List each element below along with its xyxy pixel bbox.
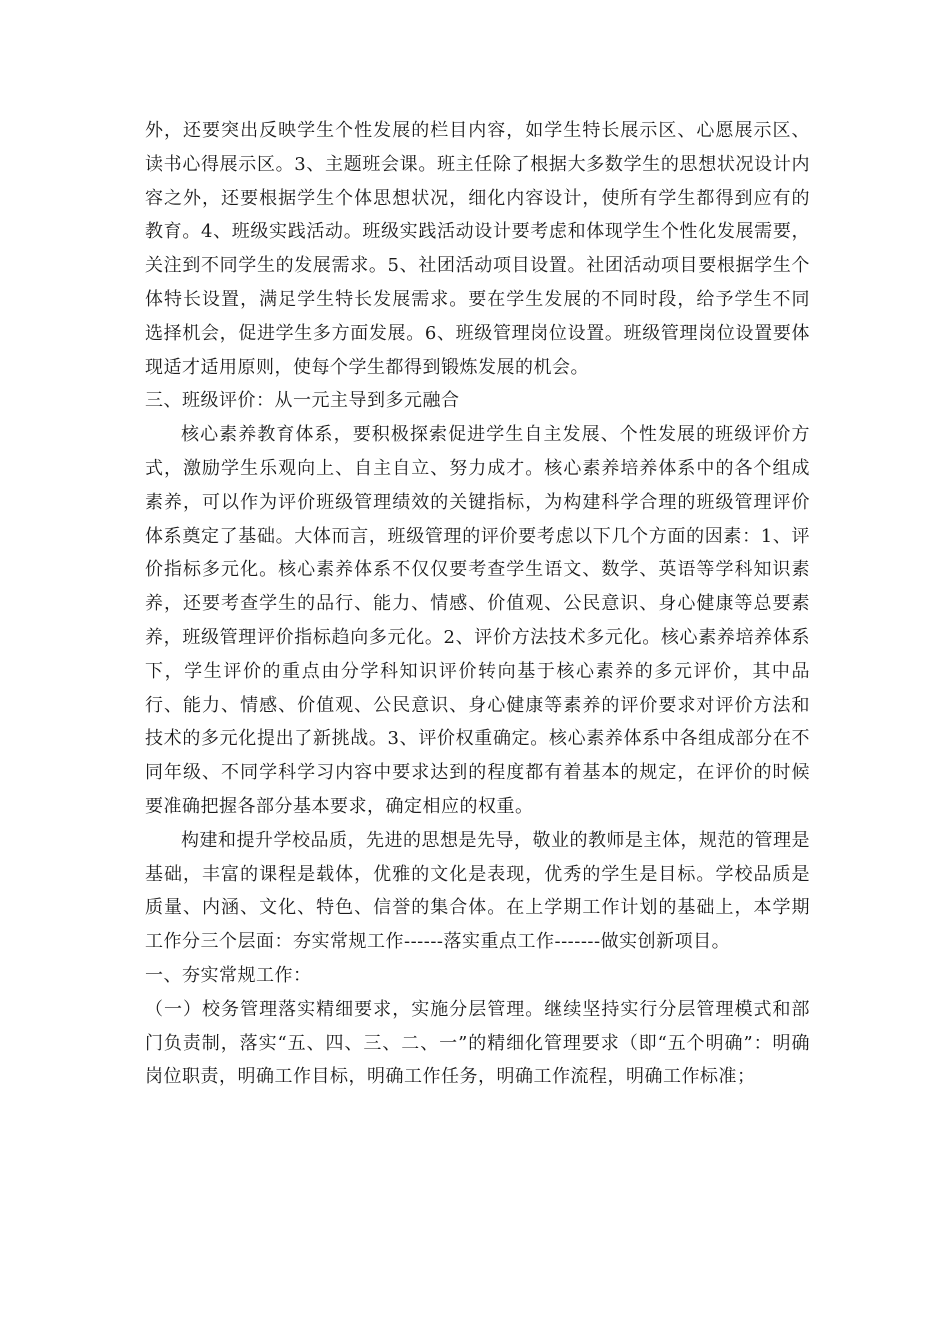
paragraph-class-display: 外，还要突出反映学生个性发展的栏目内容，如学生特长展示区、心愿展示区、读书心得展示区。3、主题班会课。班主任除了根据大多数学生的思想状况设计内容之外，还要根据学生个体思想状况，细化内容设计，使所有学生都得到应有的教育。4、班级实践活动。班级实践活动设计要考虑和体现学生个性化发展需要，关注到不同学生的发展需求。5、社团活动项目设置。社团活动项目要根据学生个体特长设置，满足学生特长发展需求。要在学生发展的不同时段，给予学生不同选择机会，促进学生多方面发展。6、班级管理岗位设置。班级管理岗位设置要体现适才适用原则，使每个学生都得到锻炼发展的机会。 xyxy=(145,120,810,378)
document-page xyxy=(145,114,810,1094)
section-heading-class-evaluation: 三、班级评价：从一元主导到多元融合 xyxy=(145,390,460,412)
paragraph-core-literacy-evaluation: 核心素养教育体系，要积极探索促进学生自主发展、个性发展的班级评价方式，激励学生乐观向上、自主自立、努力成才。核心素养培养体系中的各个组成素养，可以作为评价班级管理绩效的关键指标，为构建科学合理的班级管理评价体系奠定了基础。大体而言，班级管理的评价要考虑以下几个方面的因素：1、评价指标多元化。核心素养体系不仅仅要考查学生语文、数学、英语等学科知识素养，还要考查学生的品行、能力、情感、价值观、公民意识、身心健康等总要素养，班级管理评价指标趋向多元化。2、评价方法技术多元化。核心素养培养体系下，学生评价的重点由分学科知识评价转向基于核心素养的多元评价，其中品行、能力、情感、价值观、公民意识、身心健康等素养的评价要求对评价方法和技术的多元化提出了新挑战。3、评价权重确定。核心素养体系中各组成部分在不同年级、不同学科学习内容中要求达到的程度都有着基本的规定，在评价的时候要准确把握各部分基本要求，确定相应的权重。 xyxy=(145,424,810,817)
paragraph-school-quality: 构建和提升学校品质，先进的思想是先导，敬业的教师是主体，规范的管理是基础，丰富的课程是载体，优雅的文化是表现，优秀的学生是目标。学校品质是质量、内涵、文化、特色、信誉的集合体。在上学期工作计划的基础上，本学期工作分三个层面：夯实常规工作------落实重点工作-------做实创新项目。 xyxy=(145,829,810,953)
paragraph-school-management: （一）校务管理落实精细要求，实施分层管理。继续坚持实行分层管理模式和部门负责制，落实“五、四、三、二、一”的精细化管理要求（即“五个明确”：明确岗位职责，明确工作目标，明确工作任务，明确工作流程，明确工作标准； xyxy=(145,998,810,1088)
section-heading-routine-work: 一、夯实常规工作： xyxy=(145,964,312,986)
